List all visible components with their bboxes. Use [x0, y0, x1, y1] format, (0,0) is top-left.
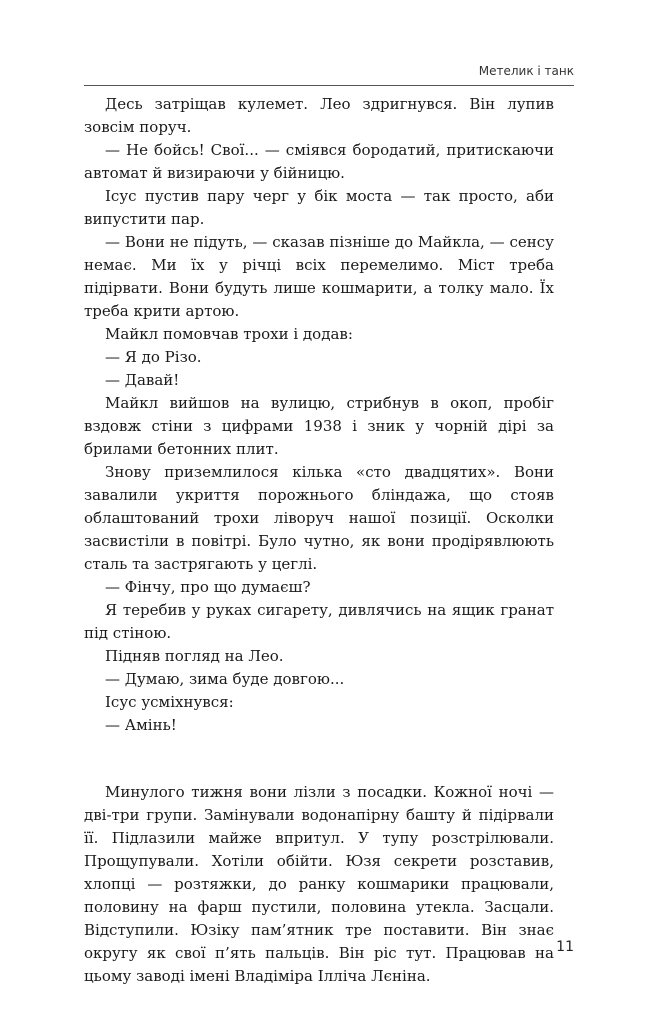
- paragraph: Я теребив у руках сигарету, дивлячись на ящик гранат під стіною.: [84, 601, 554, 642]
- paragraph: Десь затріщав кулемет. Лео здригнувся. Він лупив зовсім поруч.: [84, 95, 554, 136]
- paragraph: Ісус усміхнувся:: [105, 693, 234, 711]
- paragraph: — Амінь!: [105, 716, 177, 734]
- running-title: Метелик і танк: [478, 64, 574, 78]
- body-text: [84, 93, 554, 988]
- paragraph: — Не бойсь! Свої... — сміявся бородатий, притискаючи автомат й визираючи у бійницю.: [84, 141, 554, 182]
- paragraph: Минулого тижня вони лізли з посадки. Кожної ночі — дві-три групи. Замінували водонапірну башту й підірвали її. Підлазили майже впритул. У тупу розстрілювали. Прощупували. Хотіли обійти. Юзя секрети розставив, хлопці — розтяжки, до ранку кошмарики працювали, половину на фарш пустили, половина утекла. Засцали. Відступили. Юзіку пам’ятник тре поставити. Він знає округу як свої п’ять пальців. Він ріс тут. Працював на цьому заводі імені Владіміра Ілліча Лєніна.: [84, 783, 554, 985]
- page-number: 11: [556, 939, 574, 955]
- paragraph: Ісус пустив пару черг у бік моста — так просто, аби випустити пар.: [84, 187, 554, 228]
- paragraph: — Я до Різо.: [105, 348, 202, 366]
- paragraph: Знову приземлилося кілька «сто двадцятих». Вони завалили укриття порожнього бліндажа, що стояв облаштований трохи ліворуч нашої позиції. Осколки засвистіли в повітрі. Було чутно, як вони продірявлюють сталь та застрягають у цеглі.: [84, 463, 554, 573]
- paragraph: Майкл вийшов на вулицю, стрибнув в окоп, пробіг вздовж стіни з цифрами 1938 і зник у чорній дірі за брилами бетонних плит.: [84, 394, 554, 458]
- paragraph: Підняв погляд на Лео.: [105, 647, 284, 665]
- paragraph: — Вони не підуть, — сказав пізніше до Майкла, — сенсу немає. Ми їх у річці всіх перемелимо. Міст треба підірвати. Вони будуть лише кошмарити, а толку мало. Їх треба крити артою.: [84, 233, 554, 320]
- paragraph: Майкл помовчав трохи і додав:: [105, 325, 353, 343]
- paragraph: — Фінчу, про що думаєш?: [105, 578, 311, 596]
- paragraph: — Давай!: [105, 371, 180, 389]
- paragraph: — Думаю, зима буде довгою...: [105, 670, 345, 688]
- section-break: [84, 737, 554, 781]
- header-rule: [84, 85, 574, 86]
